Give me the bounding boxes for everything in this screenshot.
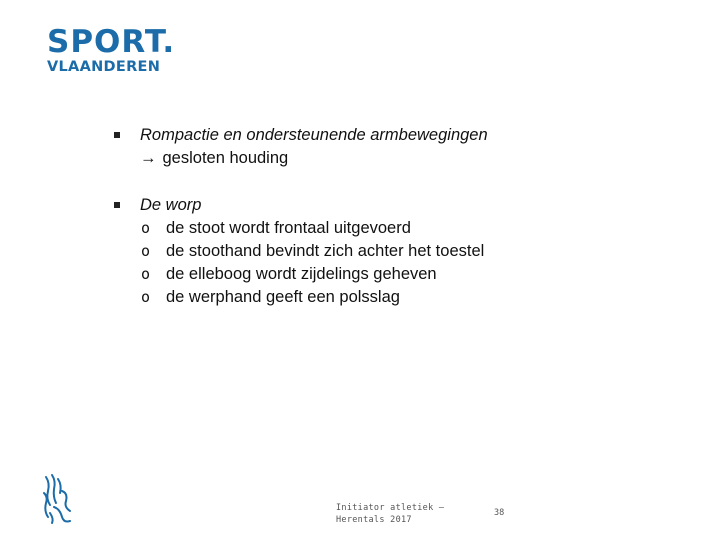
bullet-subline xyxy=(113,147,673,170)
footer-text xyxy=(336,502,444,526)
slide-content xyxy=(113,124,673,309)
bullet-subtitle: gesloten houding xyxy=(162,149,289,167)
list-item xyxy=(113,286,673,309)
list-item-text: de elleboog wordt zijdelings geheven xyxy=(166,265,437,283)
circle-bullet-icon: o xyxy=(141,219,151,237)
square-bullet-icon xyxy=(114,202,120,208)
list-item-text: de stoothand bevindt zich achter het toestel xyxy=(166,242,485,260)
bullet-item-rompactie xyxy=(113,124,673,147)
list-item-text: de werphand geeft een polsslag xyxy=(166,288,400,306)
circle-bullet-icon: o xyxy=(141,288,151,306)
page-number: 38 xyxy=(494,508,505,518)
circle-bullet-icon: o xyxy=(141,242,151,260)
footer-line-1: Initiator atletiek – xyxy=(336,503,445,513)
sub-bullet-list xyxy=(113,217,673,309)
list-item-text: de stoot wordt frontaal uitgevoerd xyxy=(166,219,411,237)
bullet-title: Rompactie en ondersteunende armbewegingen xyxy=(140,126,488,144)
logo-text-sport: SPORT. xyxy=(47,24,176,60)
sport-vlaanderen-logo xyxy=(47,26,175,75)
square-bullet-icon xyxy=(114,132,120,138)
list-item xyxy=(113,263,673,286)
bullet-item-de-worp xyxy=(113,194,673,217)
arrow-right-icon: → xyxy=(140,149,157,167)
bullet-title: De worp xyxy=(140,196,202,214)
logo-text-vlaanderen: VLAANDEREN xyxy=(47,59,161,75)
list-item xyxy=(113,240,673,263)
circle-bullet-icon: o xyxy=(141,265,151,283)
list-item xyxy=(113,217,673,240)
footer-line-2: Herentals 2017 xyxy=(336,515,412,525)
flemish-lion-logo-icon xyxy=(40,473,76,525)
